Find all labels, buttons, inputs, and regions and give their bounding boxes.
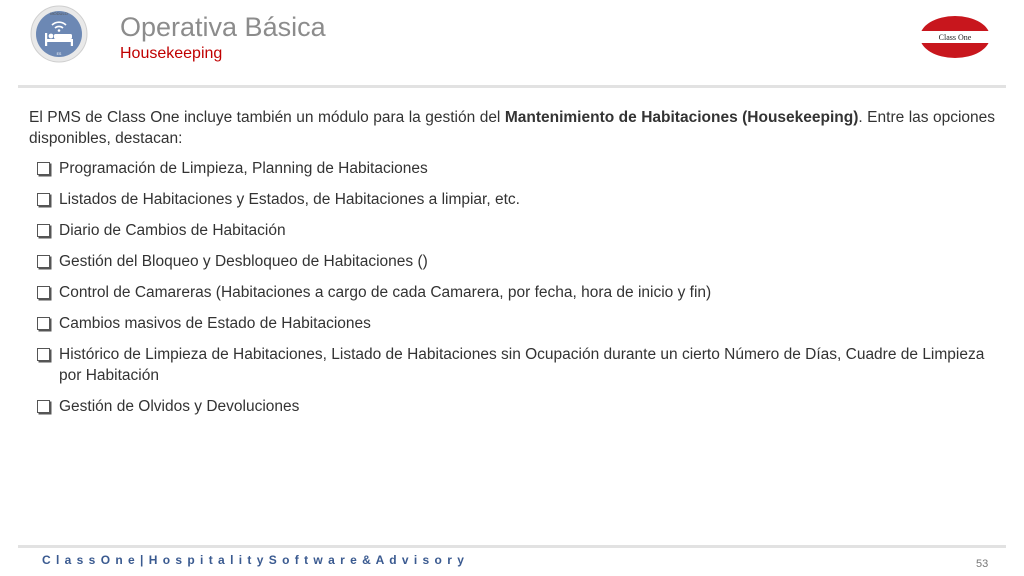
class-one-logo	[919, 15, 991, 59]
badge-sublabel: ES	[56, 52, 62, 56]
checkbox-bullet-icon	[37, 162, 50, 175]
checkbox-bullet-icon	[37, 348, 50, 361]
badge-label: MÓDULO	[50, 11, 68, 16]
checkbox-bullet-icon	[37, 286, 50, 299]
list-item	[29, 313, 995, 334]
header-divider	[18, 85, 1006, 88]
intro-text-end: . Entre las opciones disponibles, destacan:	[29, 109, 996, 147]
checkbox-bullet-icon	[37, 193, 50, 206]
list-item	[29, 282, 995, 303]
list-item-text: Histórico de Limpieza de Habitaciones, Listado de Habitaciones sin Ocupación durante un cierto Número de Días, Cuadre de Limpieza por Habitación	[59, 346, 985, 384]
list-item-text: Programación de Limpieza, Planning de Habitaciones	[59, 160, 428, 177]
checkbox-bullet-icon	[37, 255, 50, 268]
slide-content	[29, 107, 995, 427]
list-item-text: Control de Camareras (Habitaciones a cargo de cada Camarera, por fecha, hora de inicio y fin)	[59, 284, 712, 301]
header	[120, 12, 326, 64]
intro-text: El PMS de Class One incluye también un módulo para la gestión del	[29, 109, 505, 126]
list-item-text: Listados de Habitaciones y Estados, de Habitaciones a limpiar, etc.	[59, 191, 520, 208]
footer-tagline: C l a s s O n e | H o s p i t a l i t y S o f t w a r e & A d v i s o r y	[42, 553, 465, 567]
list-item	[29, 396, 995, 417]
options-list	[29, 158, 995, 417]
list-item	[29, 344, 995, 386]
list-item-text: Diario de Cambios de Habitación	[59, 222, 286, 239]
intro-highlight: Mantenimiento de Habitaciones (Housekeeping)	[504, 109, 859, 126]
brand-logo-text: Class One	[938, 33, 972, 42]
list-item-text: Gestión de Olvidos y Devoluciones	[59, 398, 300, 415]
checkbox-bullet-icon	[37, 224, 50, 237]
bed-wifi-icon	[30, 5, 88, 63]
intro-paragraph	[29, 107, 995, 149]
checkbox-bullet-icon	[37, 317, 50, 330]
page-title: Operativa Básica	[120, 12, 326, 42]
list-item	[29, 220, 995, 241]
page-number: 53	[976, 558, 989, 570]
list-item-text: Cambios masivos de Estado de Habitaciones	[59, 315, 371, 332]
list-item-text: Gestión del Bloqueo y Desbloqueo de Habitaciones ()	[59, 253, 428, 270]
checkbox-bullet-icon	[37, 400, 50, 413]
list-item	[29, 189, 995, 210]
list-item	[29, 251, 995, 272]
footer-divider	[18, 545, 1006, 548]
page-subtitle: Housekeeping	[120, 45, 223, 62]
list-item	[29, 158, 995, 179]
